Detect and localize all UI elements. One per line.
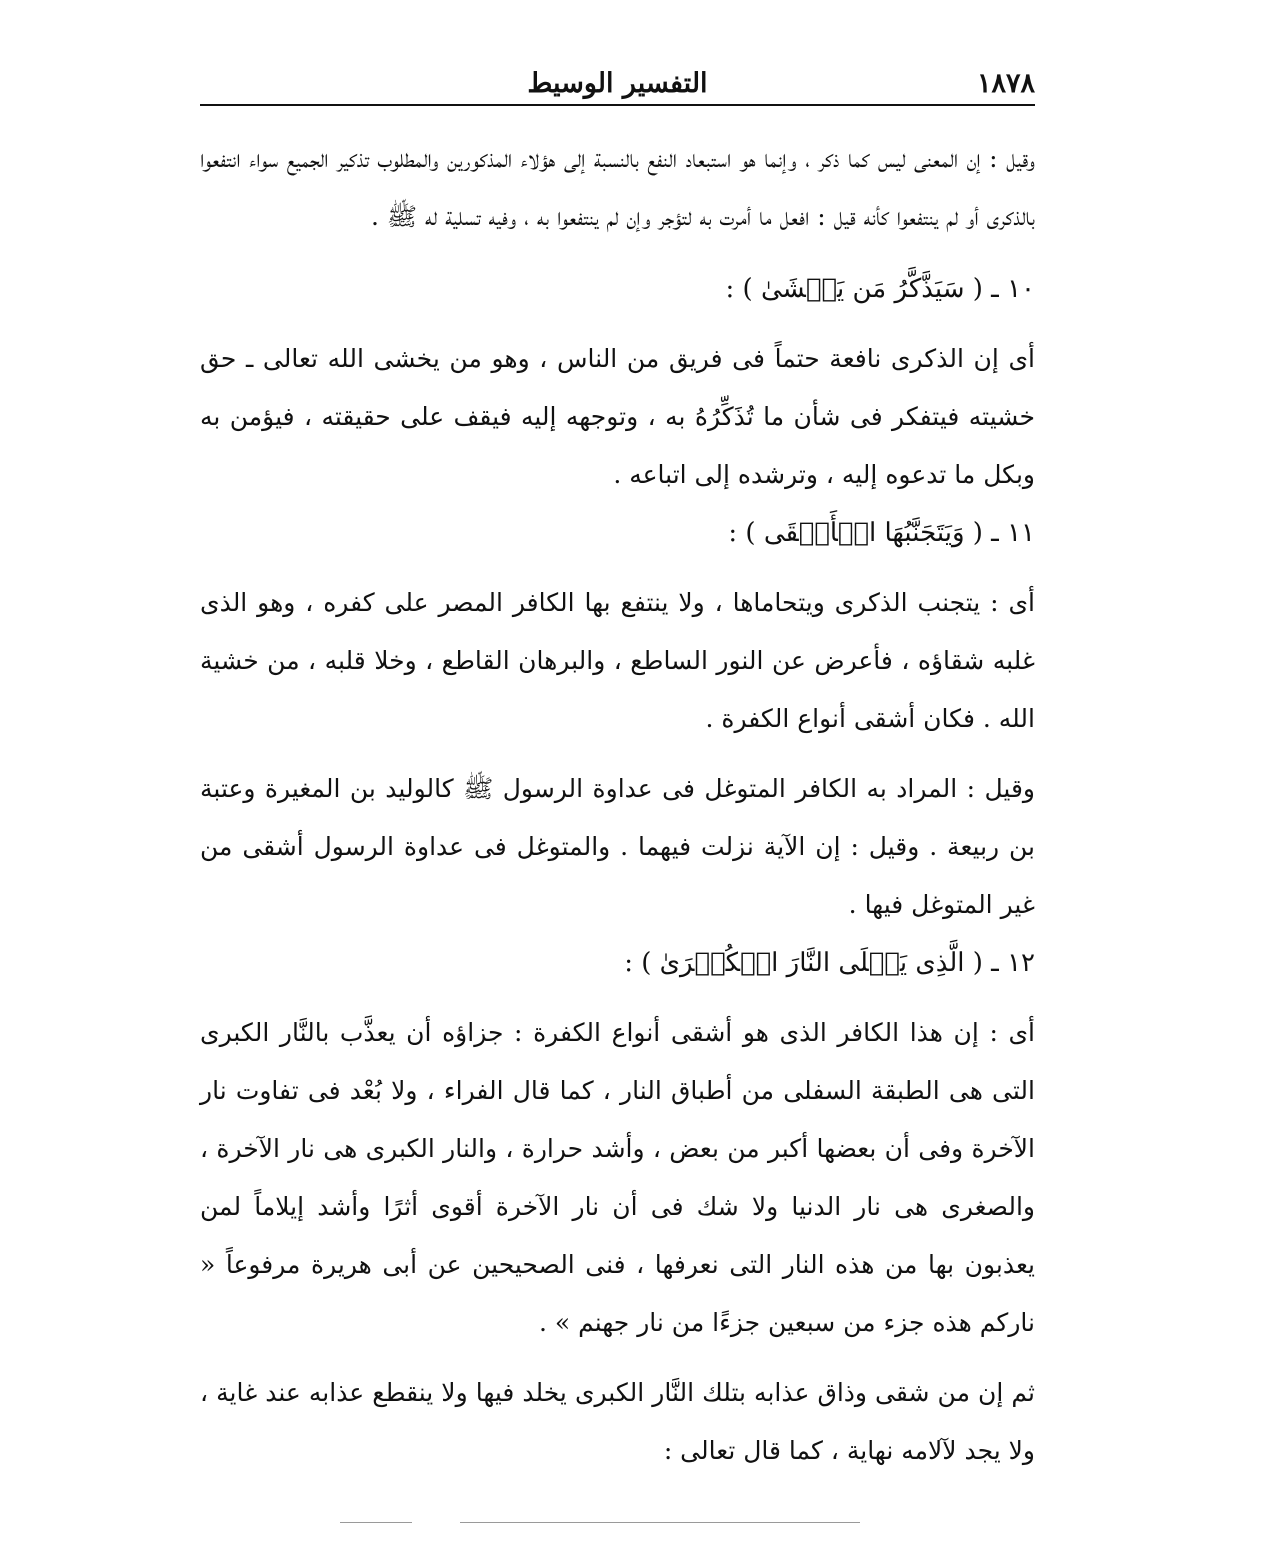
paragraph-1: وقيل : إن المعنى ليس كما ذكر ، وإنما هو استبعاد النفع بالنسبة إلى هؤلاء المذكورين والمطلوب تذكير الجميع سواء انتفعوا بالذكرى أو لم ينتفعوا كأنه قيل : افعل ما أمرت به لتؤجر وإن لم ينتفعوا به ، وفيه تسلية له ﷺ . — [200, 144, 1035, 231]
footer-rule-right — [460, 1522, 860, 1523]
paragraph-5: أى : إن هذا الكافر الذى هو أشقى أنواع الكفرة : جزاؤه أن يعذَّب بالنَّار الكبرى التى هى الطبقة السفلى من أطباق النار ، كما قال الفراء ، ولا بُعْد فى تفاوت نار الآخرة وفى أن بعضها أكبر من بعض ، وأشد حرارة ، والنار الكبرى هى نار الآخرة ، والصغرى هى نار الدنيا ولا شك فى أن نار الآخرة أقوى أثرًا وأشد إيلاماً لمن يعذبون بها من هذه النار التى نعرفها ، فنى الصحيحين عن أبى هريرة مرفوعاً « ناركم هذه جزء من سبعين جزءًا من نار جهنم » . — [200, 1018, 1035, 1337]
verse-11: ١١ ـ ( وَيَتَجَنَّبُهَا الۡأَشۡقَى ) : — [728, 518, 1035, 548]
footer-rule-left — [340, 1522, 412, 1523]
page — [200, 60, 1035, 1480]
paragraph-3: أى : يتجنب الذكرى ويتحاماها ، ولا ينتفع بها الكافر المصر على كفره ، وهو الذى غلبه شقاؤه ، فأعرض عن النور الساطع ، والبرهان القاطع ، وخلا قلبه ، من خشية الله . فكان أشقى أنواع الكفرة . — [200, 588, 1035, 733]
paragraph-6: ثم إن من شقى وذاق عذابه بتلك النَّار الكبرى يخلد فيها ولا ينقطع عذابه عند غاية ، ولا يجد لآلامه نهاية ، كما قال تعالى : — [200, 1378, 1035, 1465]
verse-10: ١٠ ـ ( سَيَذَّكَّرُ مَن يَخۡشَىٰ ) : — [725, 274, 1035, 304]
paragraph-4: وقيل : المراد به الكافر المتوغل فى عداوة الرسول ﷺ كالوليد بن المغيرة وعتبة بن ربيعة . وقيل : إن الآية نزلت فيهما . والمتوغل فى عداوة الرسول أشقى من غير المتوغل فيها . — [200, 774, 1035, 919]
paragraph-2: أى إن الذكرى نافعة حتماً فى فريق من الناس ، وهو من يخشى الله تعالى ـ حق خشيته فيتفكر فى شأن ما تُذَكِّرُهُ به ، وتوجهه إليه فيقف على حقيقته ، فيؤمن به وبكل ما تدعوه إليه ، وترشده إلى اتباعه . — [200, 344, 1035, 489]
verse-12: ١٢ ـ ( الَّذِى يَصۡلَى النَّارَ الۡكُبۡرَىٰ ) : — [624, 948, 1035, 978]
running-title: التفسير الوسيط — [527, 68, 708, 99]
page-header — [200, 60, 1035, 106]
page-number: ١٨٧٨ — [976, 68, 1035, 99]
